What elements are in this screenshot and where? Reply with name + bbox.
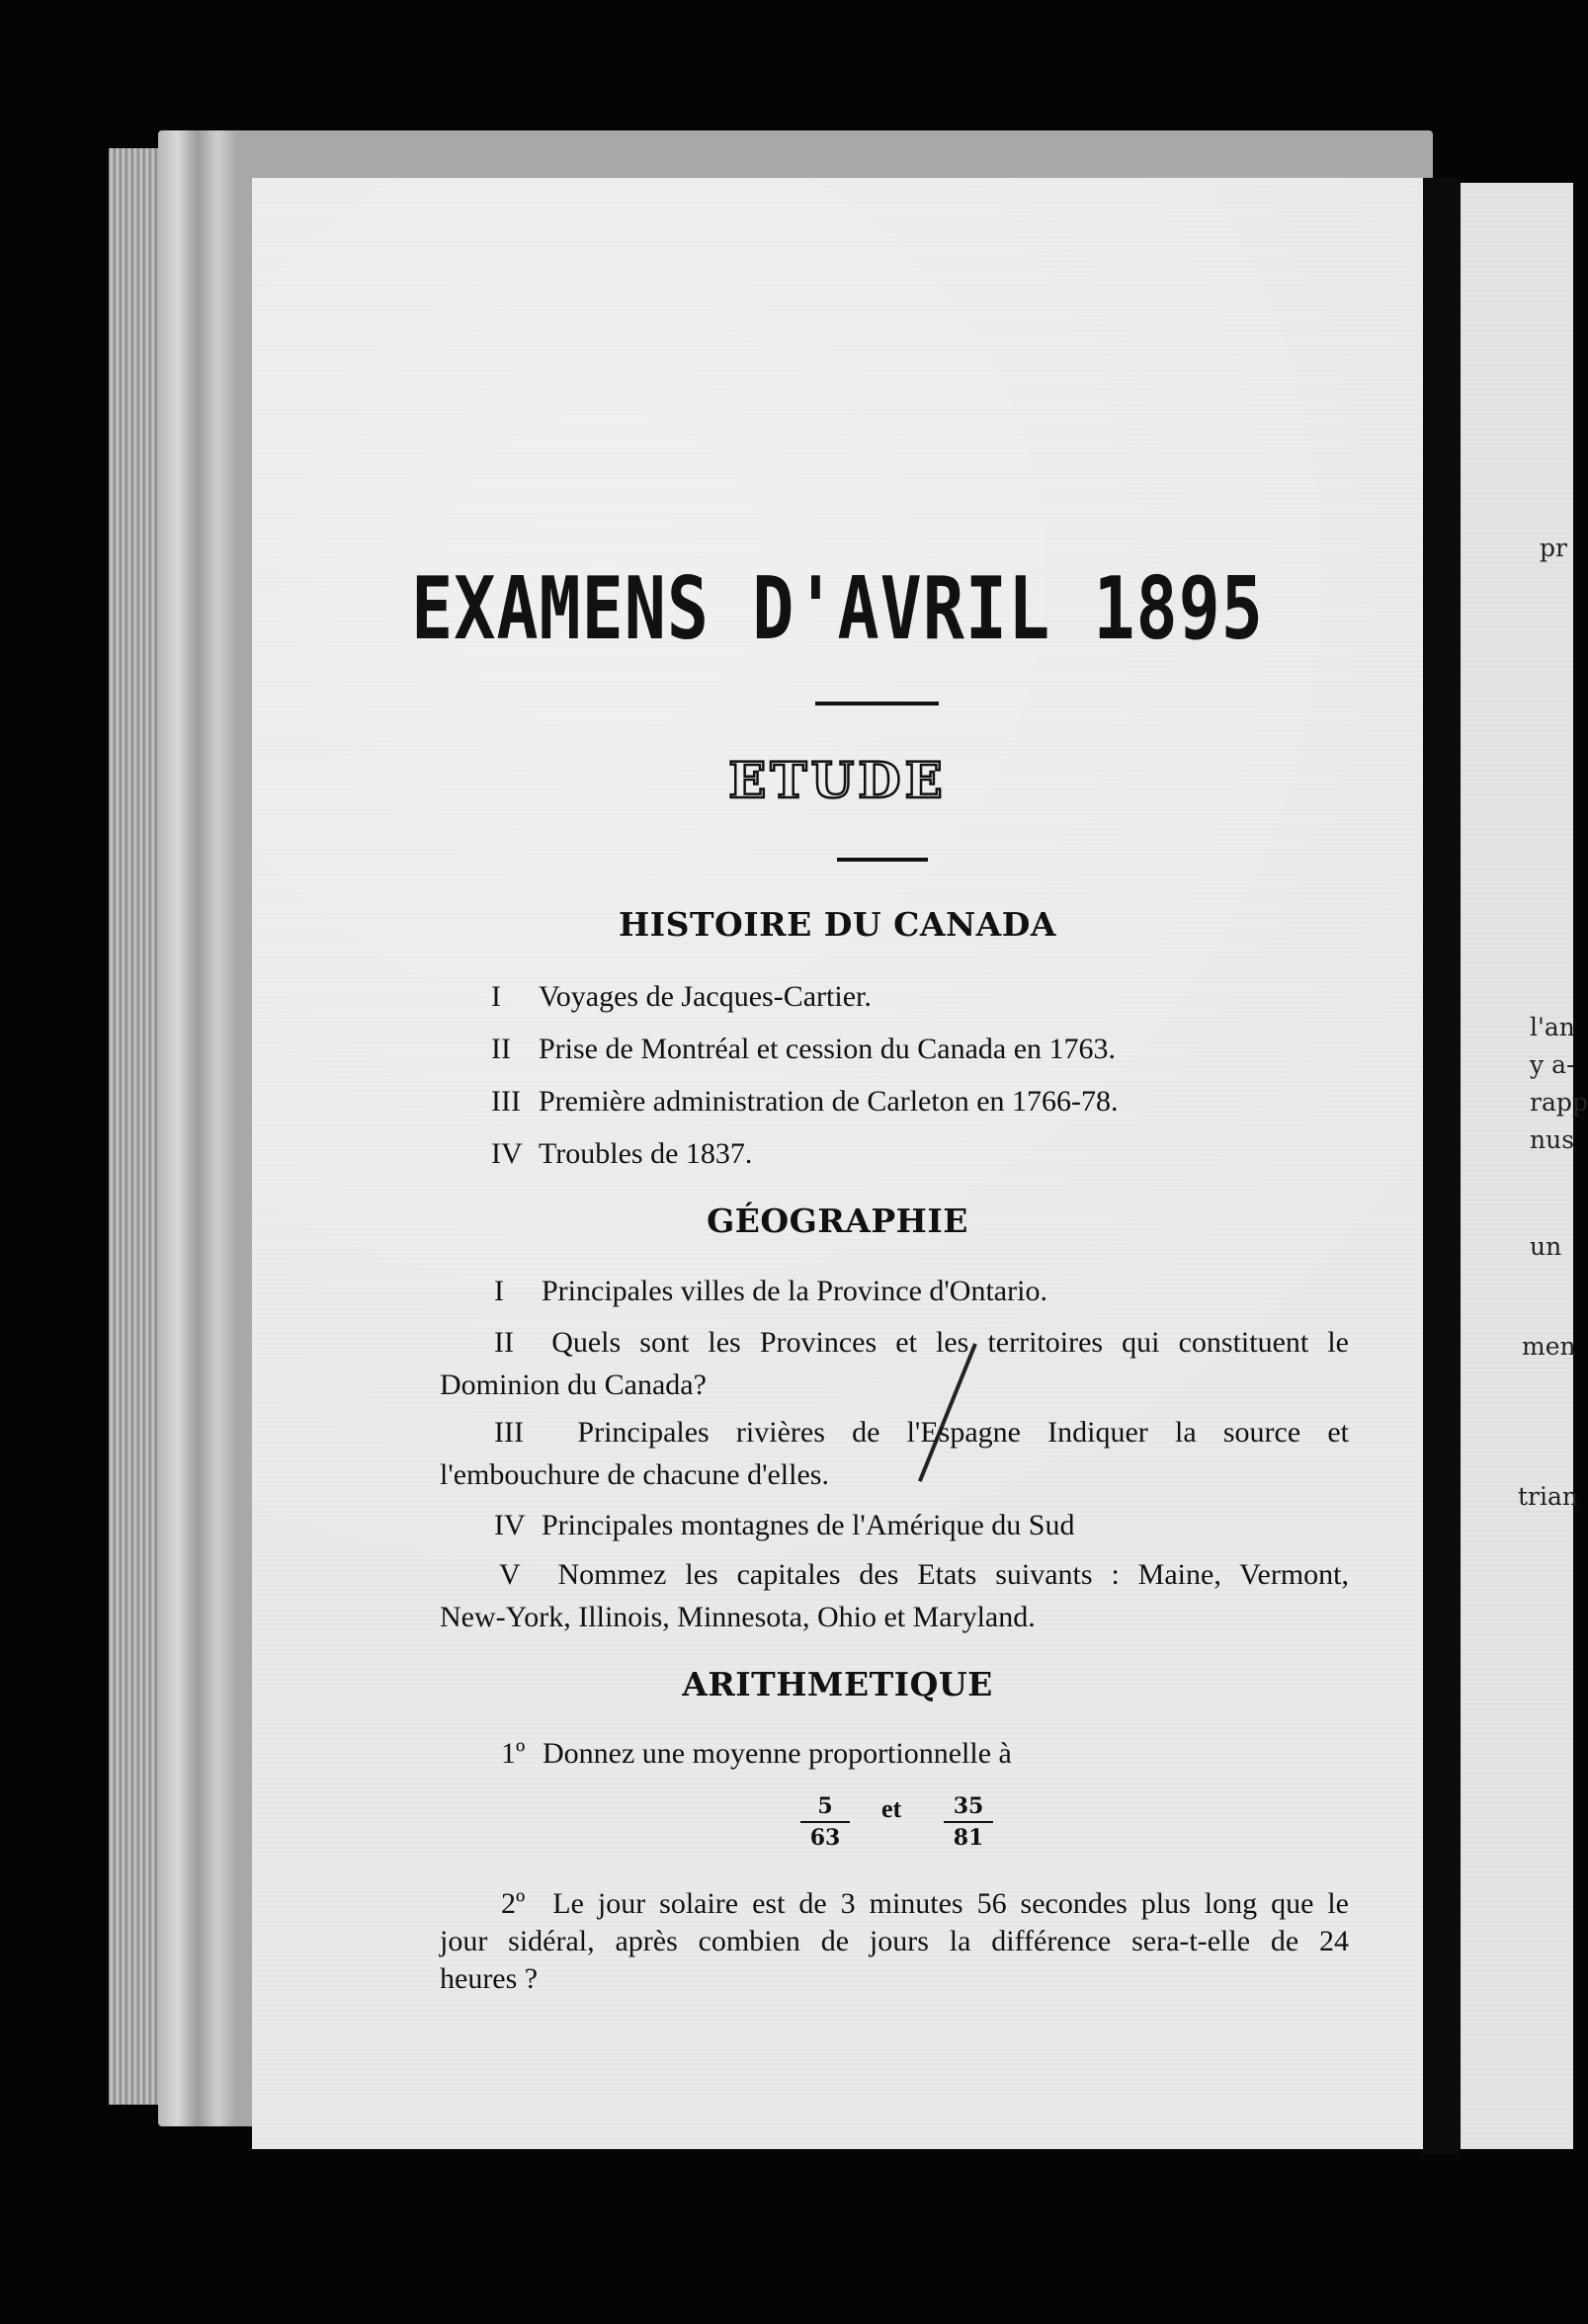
list-item: IV Principales montagnes de l'Amérique du Sud — [494, 1509, 1075, 1541]
facing-fragment: l'an — [1530, 1013, 1575, 1041]
question-line: heures ? — [440, 1962, 539, 1995]
list-item: I Principales villes de la Province d'Ontario. — [494, 1275, 1047, 1307]
list-item-line: V Nommez les capitales des Etats suivants : Maine, Vermont, — [499, 1558, 1350, 1591]
divider — [837, 858, 928, 862]
question: 1º Donnez une moyenne proportionnelle à — [501, 1737, 1012, 1770]
list-item: III Première administration de Carleton en 1766-78. — [491, 1085, 1119, 1118]
page-title: EXAMENS D'AVRIL 1895 — [411, 557, 1264, 660]
document-page — [252, 178, 1423, 2149]
facing-fragment: un — [1530, 1232, 1562, 1261]
list-item: I Voyages de Jacques-Cartier. — [491, 980, 872, 1013]
section-title-histoire: HISTOIRE DU CANADA — [619, 905, 1056, 944]
facing-fragment: pr — [1540, 534, 1567, 562]
facing-page — [1461, 183, 1588, 2149]
divider — [815, 702, 939, 706]
page-subtitle: ETUDE — [728, 751, 947, 809]
fraction-joiner: et — [881, 1794, 902, 1823]
list-item-line: l'embouchure de chacune d'elles. — [440, 1458, 829, 1491]
list-item: IV Troubles de 1837. — [491, 1137, 753, 1170]
question-line: 2º Le jour solaire est de 3 minutes 56 secondes plus long que le — [501, 1887, 1349, 1920]
list-item-line: New-York, Illinois, Minnesota, Ohio et Maryland. — [440, 1601, 1036, 1633]
question-line: jour sidéral, après combien de jours la différence sera-t-elle de 24 — [440, 1925, 1349, 1957]
section-title-geographie: GÉOGRAPHIE — [707, 1202, 968, 1240]
book-gutter — [1421, 178, 1461, 2154]
fraction: $\frac{35}{81}$ — [944, 1793, 993, 1851]
list-item-line: Dominion du Canada? — [440, 1369, 707, 1401]
pen-mark — [918, 1343, 977, 1482]
list-item: II Prise de Montréal et cession du Canada en 1763. — [491, 1033, 1117, 1065]
facing-fragment: trian — [1518, 1482, 1578, 1511]
section-title-arithmetique: ARITHMETIQUE — [682, 1665, 993, 1703]
list-item-line: II Quels sont les Provinces et les territoires qui constituent le — [494, 1326, 1349, 1359]
facing-fragment: nus — [1530, 1125, 1575, 1154]
facing-fragment: men — [1522, 1332, 1576, 1361]
list-item-line: III Principales rivières de l'Espagne Indiquer la source et — [494, 1416, 1350, 1449]
fraction: $\frac{5}{63}$ — [800, 1793, 850, 1851]
facing-fragment: rapp — [1530, 1088, 1588, 1117]
facing-fragment: y a- — [1530, 1050, 1575, 1079]
